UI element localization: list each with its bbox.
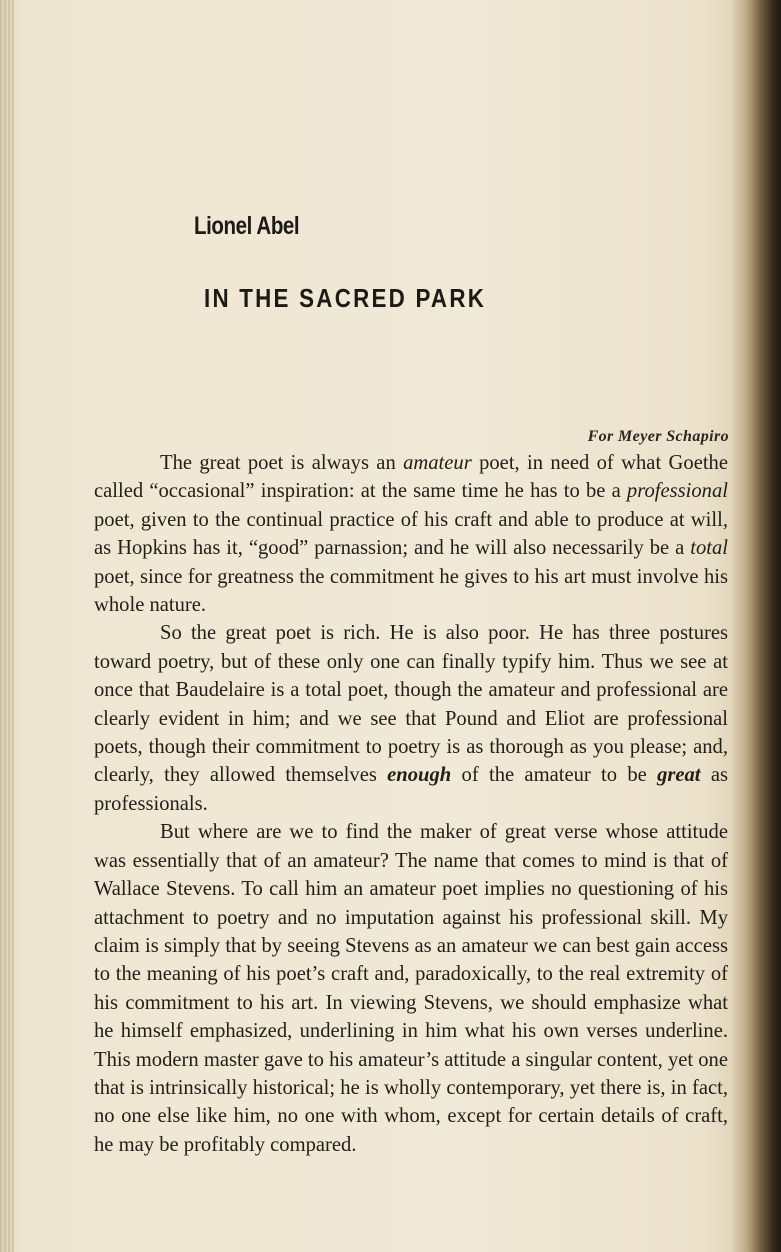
author-name: Lionel Abel <box>194 212 300 240</box>
essay-body <box>94 449 728 1159</box>
emphasized-text: great <box>657 764 701 787</box>
emphasized-text: total <box>690 537 728 560</box>
text-run: The great poet is always an <box>160 452 404 474</box>
emphasized-text: amateur <box>403 452 472 474</box>
paragraph <box>94 449 728 619</box>
text-run: of the amateur to be <box>451 764 658 787</box>
dedication: For Meyer Schapiro <box>587 428 729 445</box>
text-run: poet, given to the continual practice of his craft and able to produce at will, as Hopkins has it, “good” parnassion; and he will also necessarily be a <box>94 508 728 560</box>
emphasized-text: enough <box>387 764 452 787</box>
text-run: as professionals. <box>94 764 728 815</box>
text-run: But where are we to find the maker of great verse whose attitude was essentially that of an amateur? The name that comes to mind is that of Wallace Stevens. To call him an amateur poet implies no questioning of his attachment to poetry and no imputation against his professional skill. My claim is simply that by seeing Stevens as an amateur we can best gain access to the meaning of his poet’s craft and, paradoxically, to the real extremity of his commitment to his art. In viewing Stevens, we should emphasize what he himself emphasized, underlining in him what his own verses underline. This modern master gave to his amateur’s attitude a singular content, yet one that is intrinsically historical; he is wholly contemporary, yet there is, in fact, no one else like him, no one with whom, except for certain details of craft, he may be profitably compared. <box>94 821 728 1156</box>
text-run: poet, since for greatness the commitment he gives to his art must involve his whole nature. <box>94 565 728 617</box>
paragraph <box>94 818 728 1159</box>
essay-title: IN THE SACRED PARK <box>204 283 487 313</box>
text-run: So the great poet is rich. He is also poor. He has three postures toward poetry, but of these only one can finally typify him. Thus we see at once that Baudelaire is a total poet, though the amateur and professional are clearly evident in him; and we see that Pound and Eliot are professional poets, though their commitment to poetry is as thorough as you please; and, clearly, they allowed themselves <box>94 622 728 787</box>
paragraph <box>94 619 728 818</box>
text-run: poet, in need of what Goethe called “occasional” inspiration: at the same time he has to be a <box>94 452 728 503</box>
book-spine-shadow <box>731 0 781 1252</box>
emphasized-text: professional <box>626 480 728 503</box>
